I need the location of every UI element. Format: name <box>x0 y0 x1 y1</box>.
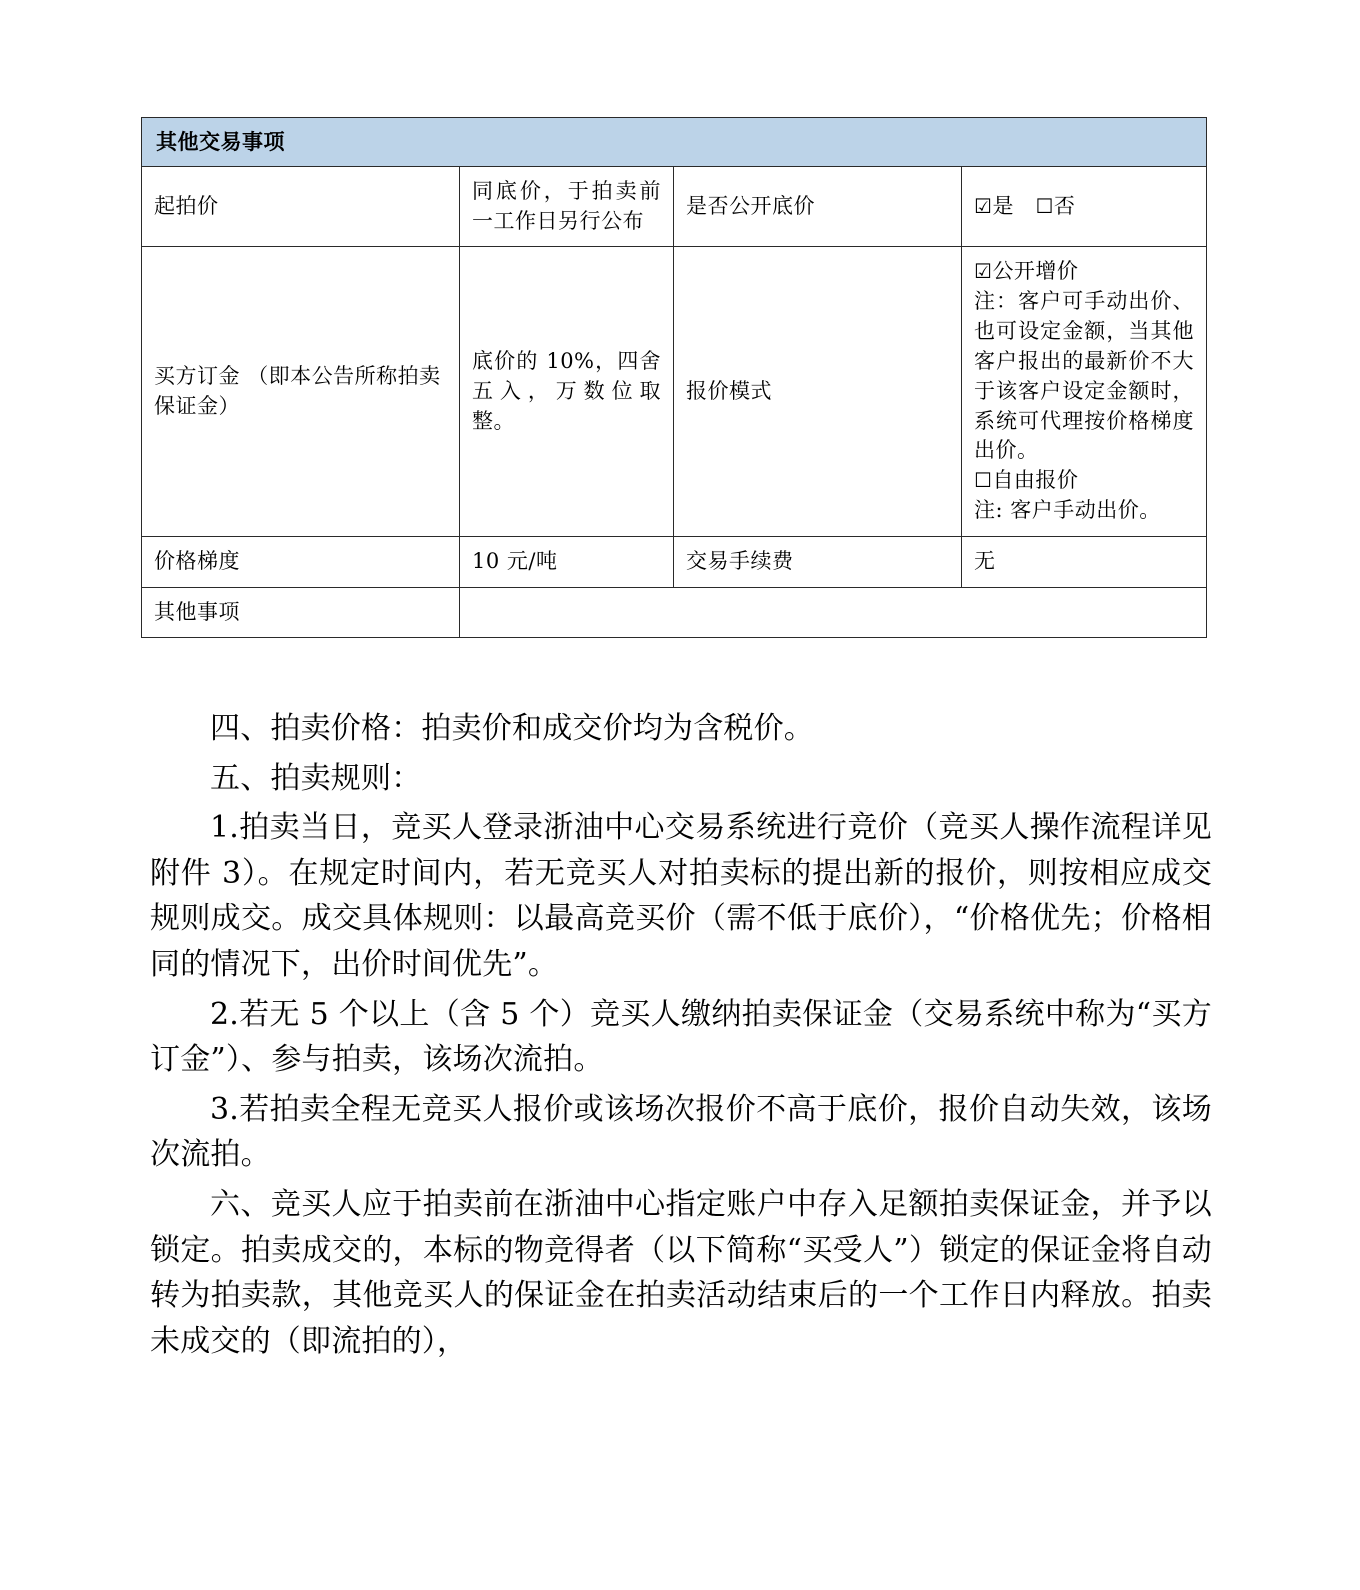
option-open-increase[interactable] <box>974 257 1194 287</box>
rule-3: 3.若拍卖全程无竞买人报价或该场次报价不高于底价，报价自动失效，该场次流拍。 <box>150 1091 1212 1173</box>
starting-price-label: 起拍价 <box>142 166 460 247</box>
option-free-bid-note: 注: 客户手动出价。 <box>974 497 1161 522</box>
transaction-fee-label: 交易手续费 <box>674 536 962 587</box>
document-body <box>150 706 1212 1368</box>
table-header-title: 其他交易事项 <box>142 118 1207 167</box>
checkbox-checked-icon[interactable]: ☑ <box>974 193 993 218</box>
price-step-value: 10 元/吨 <box>460 536 674 587</box>
table-row <box>142 536 1207 587</box>
option-open-increase-note: 注：客户可手动出价、也可设定金额，当其他客户报出的最新价不大于该客户设定金额时，系统可代理按价格梯度出价。 <box>974 289 1194 463</box>
section-4-auction-price: 四、拍卖价格：拍卖价和成交价均为含税价。 <box>210 711 814 746</box>
price-step-label: 价格梯度 <box>142 536 460 587</box>
checkbox-unchecked-icon[interactable]: ☐ <box>1035 193 1054 218</box>
table-row <box>142 247 1207 536</box>
section-6-deposit: 六、竞买人应于拍卖前在浙油中心指定账户中存入足额拍卖保证金，并予以锁定。拍卖成交的，本标的物竞得者（以下简称“买受人”）锁定的保证金将自动转为拍卖款，其他竞买人的保证金在拍卖活动结束后的一个工作日内释放。拍卖未成交的（即流拍的）， <box>150 1186 1212 1359</box>
checkbox-no-label: 否 <box>1053 193 1076 218</box>
checkbox-unchecked-icon[interactable]: ☐ <box>974 468 993 493</box>
buyer-deposit-label-line1: 买方订金 <box>154 363 240 388</box>
rule-2: 2.若无 5 个以上（含 5 个）竞买人缴纳拍卖保证金（交易系统中称为“买方订金”）、参与拍卖，该场次流拍。 <box>150 996 1212 1078</box>
option-open-increase-label: 公开增价 <box>992 259 1079 284</box>
disclose-reserve-value <box>962 166 1207 247</box>
checkbox-yes-label: 是 <box>992 193 1014 218</box>
section-5-title: 五、拍卖规则： <box>210 760 422 796</box>
option-free-bid[interactable] <box>974 466 1194 496</box>
buyer-deposit-label-line2: （即本公告所称拍卖保证金） <box>154 363 441 418</box>
transaction-fee-value: 无 <box>962 536 1207 587</box>
starting-price-value: 同底价，于拍卖前一工作日另行公布 <box>460 166 674 247</box>
buyer-deposit-value: 底价的 10%，四舍五入，万数位取整。 <box>460 247 674 536</box>
table-row <box>142 587 1207 638</box>
disclose-reserve-label: 是否公开底价 <box>674 166 962 247</box>
bidding-mode-options <box>962 247 1207 536</box>
option-free-bid-label: 自由报价 <box>992 468 1079 493</box>
table-row <box>142 166 1207 247</box>
other-matters-value <box>460 587 1207 638</box>
bidding-mode-label: 报价模式 <box>674 247 962 536</box>
checkbox-checked-icon[interactable]: ☑ <box>974 259 993 284</box>
buyer-deposit-label <box>142 247 460 536</box>
table-header-row <box>142 118 1207 167</box>
other-matters-label: 其他事项 <box>142 587 460 638</box>
rule-1: 1.拍卖当日，竞买人登录浙油中心交易系统进行竞价（竞买人操作流程详见附件 3）。在规定时间内，若无竞买人对拍卖标的提出新的报价，则按相应成交规则成交。成交具体规则：以最高竞买价（需不低于底价），“价格优先；价格相同的情况下，出价时间优先”。 <box>150 810 1212 982</box>
other-trade-matters-table <box>141 117 1207 638</box>
